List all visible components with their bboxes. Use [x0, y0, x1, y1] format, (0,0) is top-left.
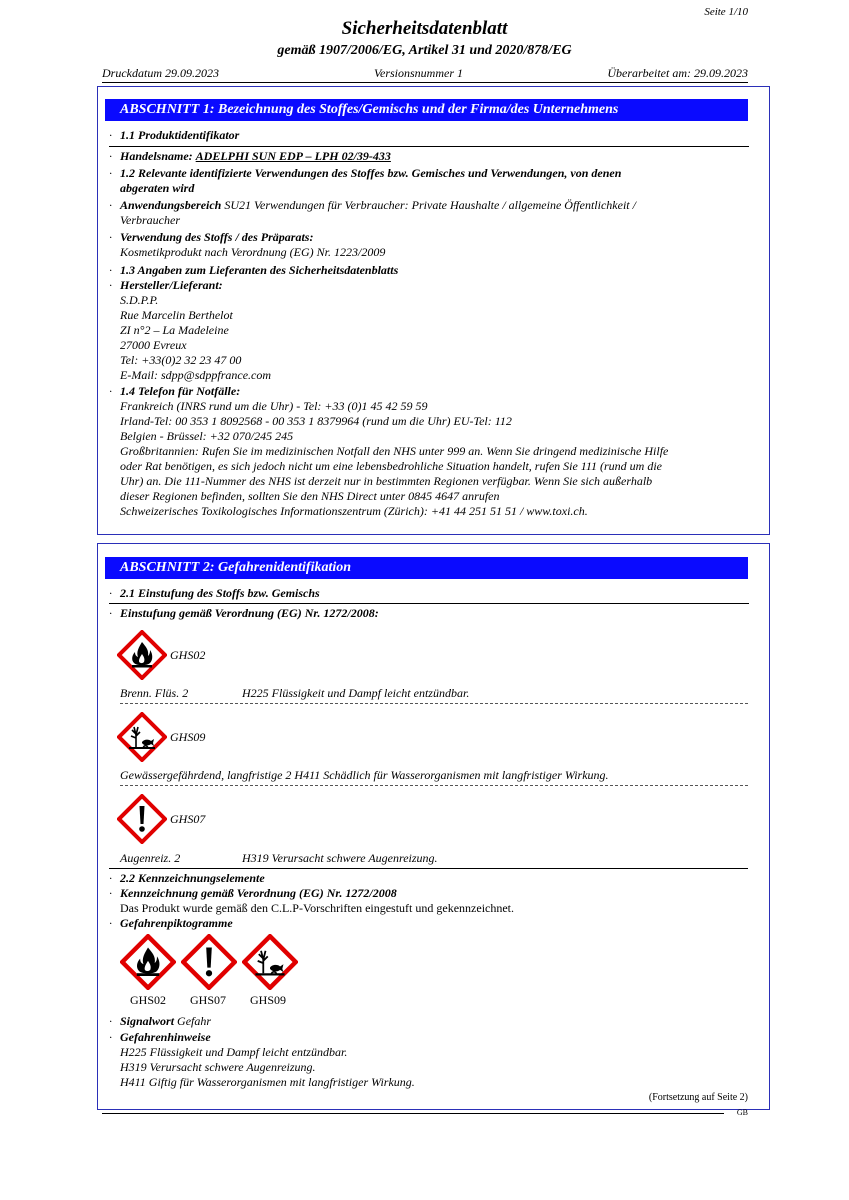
aquatic-hazard-text: Gewässergefährdend, langfristige 2 H411 Schädlich für Wasserorganismen mit langfristiger Wirkung. [120, 768, 609, 782]
ghs02-code: GHS02 [170, 648, 206, 662]
classification-label-row: · Einstufung gemäß Verordnung (EG) Nr. 1272/2008: [109, 606, 379, 620]
supplier-phone: Tel: +33(0)2 32 23 47 00 [120, 353, 242, 367]
footer-rule [102, 1113, 724, 1114]
usage-label: Verwendung des Stoffs / des Präparats: [120, 230, 314, 244]
flammable-hazard-text: H225 Flüssigkeit und Dampf leicht entzündbar. [242, 686, 470, 700]
pictogram-code: GHS09 [250, 993, 287, 1007]
supplier-line: Rue Marcelin Berthelot [120, 308, 233, 322]
divider [109, 868, 748, 869]
supplier-info-heading: 1.3 Angaben zum Lieferanten des Sicherheitsdatenblatts [120, 263, 399, 277]
supplier-row: · Hersteller/Lieferant: S.D.P.P. Rue Marcelin Berthelot ZI n°2 – La Madeleine 27000 Evreux Tel: +33(0)2 32 23 47 00 E-Mail: sdpp@sdppfrance.com [109, 278, 749, 383]
trade-name-label: Handelsname: [120, 149, 193, 163]
pictograms-heading-row: · Gefahrenpiktogramme [109, 916, 233, 930]
version-number: Versionsnummer 1 [374, 66, 463, 80]
language-code: GB [736, 1108, 748, 1117]
relevant-uses-line-1: 1.2 Relevante identifizierte Verwendungen des Stoffes bzw. Gemisches und Verwendungen, von denen [120, 166, 622, 180]
labelling-heading: 2.2 Kennzeichnungselemente [120, 871, 265, 885]
environment-icon [242, 934, 298, 990]
emergency-row: · 1.4 Telefon für Notfälle: Frankreich (INRS rund um die Uhr) - Tel: +33 (0)1 45 42 59 59 Irland-Tel: 00 353 1 8092568 - 00 353 1 8379964 (rund um die Uhr) EU-Tel: 112 Belgien - Brüssel: +32 070/245 245 Großbritannien: Rufen Sie im medizinischen Notfall den NHS unter 999 an. Wenn Sie dringend medizinische Hilfe oder Rat benötigen, es sich jedoch nicht um eine lebensbedrohliche Situation handelt, rufen Sie 111 (rund um die Uhr) an. Die 111-Nummer des NHS ist derzeit nur in bestimmten Regionen verfügbar. Wenn Sie sich außerhalb dieser Regionen befinden, sollten Sie den NHS Direct unter 0845 4647 anrufen Schweizerisches Toxikologisches Informationszentrum (Zürich): +41 44 251 51 51 / www.toxi.ch. [109, 384, 749, 519]
document-title: Sicherheitsdatenblatt [341, 18, 508, 39]
application-area-text-1: SU21 Verwendungen für Verbraucher: Private Haushalte / allgemeine Öffentlichkeit / [224, 198, 636, 212]
emergency-line: Irland-Tel: 00 353 1 8092568 - 00 353 1 8379964 (rund um die Uhr) EU-Tel: 112 [120, 414, 512, 428]
labelling-heading-row: · 2.2 Kennzeichnungselemente [109, 871, 265, 885]
application-area-row: · Anwendungsbereich SU21 Verwendungen für Verbraucher: Private Haushalte / allgemeine Öffentlichkeit / Verbraucher [109, 198, 749, 228]
document-subtitle: gemäß 1907/2006/EG, Artikel 31 und 2020/878/EG [277, 43, 572, 58]
relevant-uses-line-2: abgeraten wird [120, 181, 195, 195]
eye-irritation-text: H319 Verursacht schwere Augenreizung. [242, 851, 438, 865]
emergency-line: Uhr) an. Die 111-Nummer des NHS ist derzeit nur in bestimmten Regionen verfügbar. Wenn Sie sich außerhalb [120, 474, 653, 488]
supplier-line: 27000 Evreux [120, 338, 187, 352]
emergency-heading: 1.4 Telefon für Notfälle: [120, 384, 241, 398]
emergency-line: Schweizerisches Toxikologisches Informationszentrum (Zürich): +41 44 251 51 51 / www.toxi.ch. [120, 504, 588, 518]
hazard-statements-label: Gefahrenhinweise [120, 1030, 211, 1044]
emergency-line: Frankreich (INRS rund um die Uhr) - Tel: +33 (0)1 45 42 59 59 [120, 399, 428, 413]
labelling-regulation-row: · Kennzeichnung gemäß Verordnung (EG) Nr. 1272/2008 Das Produkt wurde gemäß den C.L.P-Vorschriften eingestuft und gekennzeichnet. [109, 886, 749, 916]
ghs09-code: GHS09 [170, 730, 206, 744]
section-2-content [109, 586, 749, 621]
supplier-email: E-Mail: sdpp@sdppfrance.com [120, 368, 272, 382]
emergency-line: oder Rat benötigen, es sich jedoch nicht um eine lebensbedrohliche Situation handelt, rufen Sie 111 (rund um die [120, 459, 662, 473]
product-identifier-heading: 1.1 Produktidentifikator [120, 128, 240, 142]
signal-word-label: Signalwort [120, 1014, 175, 1028]
classification-heading: 2.1 Einstufung des Stoffs bzw. Gemischs [120, 586, 320, 600]
supplier-info-row: · 1.3 Angaben zum Lieferanten des Sicherheitsdatenblatts [109, 263, 399, 277]
emergency-line: Belgien - Brüssel: +32 070/245 245 [120, 429, 294, 443]
supplier-label: Hersteller/Lieferant: [120, 278, 223, 292]
flame-icon [117, 630, 167, 680]
application-area-label: Anwendungsbereich [120, 198, 222, 212]
labelling-regulation: Kennzeichnung gemäß Verordnung (EG) Nr. 1272/2008 [120, 886, 397, 900]
divider [109, 146, 749, 147]
hazard-statement: H411 Giftig für Wasserorganismen mit langfristiger Wirkung. [120, 1075, 415, 1089]
product-identifier-row: · 1.1 Produktidentifikator [109, 128, 240, 142]
eye-irritation-class: Augenreiz. 2 [120, 851, 181, 865]
section-1-content [109, 128, 749, 519]
section-1-title: ABSCHNITT 1: Bezeichnung des Stoffes/Gemischs und der Firma/des Unternehmens [105, 99, 748, 121]
environment-icon [117, 712, 167, 762]
supplier-line: S.D.P.P. [120, 293, 159, 307]
exclamation-icon [181, 934, 237, 990]
divider [120, 703, 748, 704]
signal-word-row: · Signalwort Gefahr [109, 1014, 212, 1028]
pictograms-heading: Gefahrenpiktogramme [120, 916, 233, 930]
classification-label: Einstufung gemäß Verordnung (EG) Nr. 1272/2008: [120, 606, 379, 620]
continuation-note: (Fortsetzung auf Seite 2) [648, 1092, 748, 1103]
trade-name-row: · Handelsname: ADELPHI SUN EDP – LPH 02/39-433 [109, 149, 391, 163]
hazard-statements-row: · Gefahrenhinweise H225 Flüssigkeit und Dampf leicht entzündbar. H319 Verursacht schwere Augenreizung. H411 Giftig für Wasserorganismen mit langfristiger Wirkung. [109, 1030, 749, 1090]
supplier-line: ZI n°2 – La Madeleine [120, 323, 229, 337]
divider [109, 603, 749, 604]
emergency-line: dieser Regionen befinden, sollten Sie den NHS Direct unter 0845 4647 anrufen [120, 489, 500, 503]
labelling-content [109, 871, 749, 931]
application-area-text-2: Verbraucher [120, 213, 180, 227]
section-2-title: ABSCHNITT 2: Gefahrenidentifikation [105, 557, 748, 579]
flammable-class: Brenn. Flüs. 2 [120, 686, 189, 700]
hazard-statement: H225 Flüssigkeit und Dampf leicht entzündbar. [120, 1045, 348, 1059]
labelling-text: Das Produkt wurde gemäß den C.L.P-Vorschriften eingestuft und gekennzeichnet. [120, 901, 515, 915]
relevant-uses-row: · 1.2 Relevante identifizierte Verwendungen des Stoffes bzw. Gemisches und Verwendungen, von denen abgeraten wird [109, 166, 749, 196]
flame-icon [120, 934, 176, 990]
trade-name-value: ADELPHI SUN EDP – LPH 02/39-433 [195, 149, 391, 163]
signal-word-value: Gefahr [177, 1014, 212, 1028]
hazard-statement: H319 Verursacht schwere Augenreizung. [120, 1060, 316, 1074]
page-number: Seite 1/10 [704, 6, 748, 18]
pictogram-code: GHS07 [190, 993, 227, 1007]
exclamation-icon [117, 794, 167, 844]
signal-hazard-content [109, 1014, 749, 1090]
classification-heading-row: · 2.1 Einstufung des Stoffs bzw. Gemischs [109, 586, 320, 600]
ghs07-code: GHS07 [170, 812, 206, 826]
emergency-line: Großbritannien: Rufen Sie im medizinischen Notfall den NHS unter 999 an. Wenn Sie dringend medizinische Hilfe [120, 444, 669, 458]
usage-text: Kosmetikprodukt nach Verordnung (EG) Nr. 1223/2009 [120, 245, 386, 259]
divider [120, 785, 748, 786]
usage-row: · Verwendung des Stoffs / des Präparats: Kosmetikprodukt nach Verordnung (EG) Nr. 1223/2009 [109, 230, 749, 260]
pictogram-code: GHS02 [130, 993, 167, 1007]
revision-date: Überarbeitet am: 29.09.2023 [607, 66, 748, 80]
header-rule [102, 82, 748, 83]
print-date: Druckdatum 29.09.2023 [102, 66, 219, 80]
